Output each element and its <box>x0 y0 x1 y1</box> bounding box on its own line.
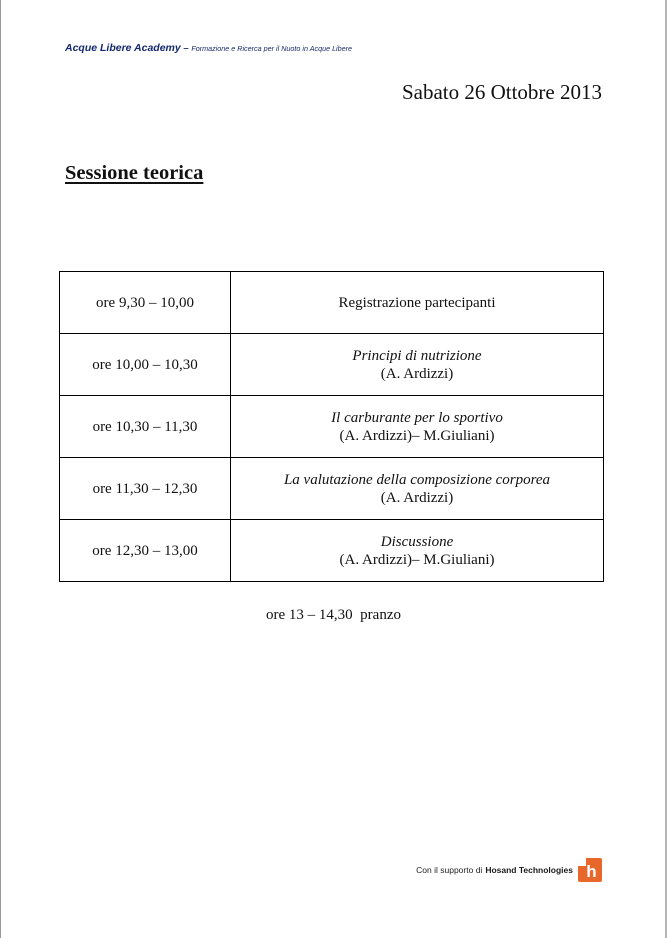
schedule-table <box>59 271 604 582</box>
talk-title: La valutazione della composizione corporea <box>283 471 551 488</box>
header-dash: – <box>180 43 192 54</box>
activity-cell <box>231 272 604 334</box>
activity-cell <box>231 396 604 458</box>
activity-cell <box>231 520 604 582</box>
time-cell: ore 12,30 – 13,00 <box>60 520 231 582</box>
activity-cell <box>231 334 604 396</box>
document-header <box>65 42 352 54</box>
page-border-left <box>0 0 1 938</box>
talk-speakers: (A. Ardizzi) <box>380 489 454 506</box>
talk-speakers: (A. Ardizzi) <box>380 365 454 382</box>
hosand-logo-icon <box>578 858 602 882</box>
sponsor-company: Hosand Technologies <box>485 865 573 875</box>
talk-speakers: (A. Ardizzi)– M.Giuliani) <box>339 551 495 568</box>
header-brand: Acque Libere Academy <box>65 42 181 54</box>
sponsor-prefix: Con il supporto di <box>416 865 483 875</box>
table-row <box>60 272 604 334</box>
table-row <box>60 458 604 520</box>
table-row <box>60 396 604 458</box>
document-date: Sabato 26 Ottobre 2013 <box>401 80 602 104</box>
time-cell: ore 10,00 – 10,30 <box>60 334 231 396</box>
sponsor-footer <box>416 858 602 882</box>
talk-speakers: (A. Ardizzi)– M.Giuliani) <box>339 427 495 444</box>
logo-letter: h <box>586 862 597 881</box>
section-title: Sessione teorica <box>65 162 204 184</box>
table-row <box>60 334 604 396</box>
lunch-break: ore 13 – 14,30 pranzo <box>266 607 401 623</box>
talk-title: Principi di nutrizione <box>352 347 482 364</box>
time-cell: ore 10,30 – 11,30 <box>60 396 231 458</box>
activity-cell <box>231 458 604 520</box>
talk-title: Discussione <box>380 533 454 550</box>
activity-label: Registrazione partecipanti <box>338 294 496 311</box>
talk-title: Il carburante per lo sportivo <box>331 409 503 426</box>
table-row <box>60 520 604 582</box>
header-tagline: Formazione e Ricerca per il Nuoto in Acque Libere <box>191 44 353 53</box>
time-cell: ore 9,30 – 10,00 <box>60 272 231 334</box>
time-cell: ore 11,30 – 12,30 <box>60 458 231 520</box>
